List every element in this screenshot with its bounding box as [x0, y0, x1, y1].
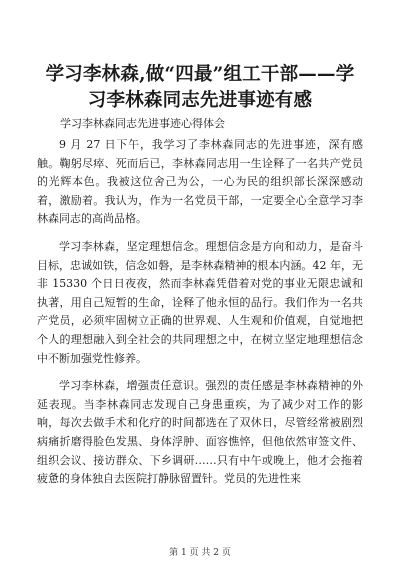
- paragraph-2: 学习李林森，坚定理想信念。理想信念是方向和动力，是奋斗目标，忠诚如铁，信念如磐，是李林森精神的根本内涵。42 年，无非 15330 个日日夜夜，然而李林森凭借着对党的事业无限忠诚和执著，用自己短暂的生命，诠释了他永恒的品行。我们作为一名共产党员，必须牢固树立正确的世界观、人生观和价值观，自觉地把个人的理想融入到全社会的共同理想之中，在树立坚定地理想信念中不断加强党性修养。: [37, 239, 363, 365]
- page-title: 学习李林森,做“四最”组工干部——学习李林森同志先进事迹有感: [45, 64, 355, 111]
- paragraph-1: 9 月 27 日下午，我学习了李林森同志的先进事迹，深有感触。鞠躬尽瘁、死而后已，李林森同志用一生诠释了一名共产党员的光辉本色。我被这位舍己为公，一心为民的组织部长深深感动着，激励着。我认为，作为一名党员干部，一定要全心全意学习李林森同志的高尚品格。: [37, 138, 363, 226]
- paragraph-3: 学习李林森，增强责任意识。强烈的责任感是李林森精神的外延表现。当李林森同志发现自己身患重疾，为了减少对工作的影响，每次去做手术和化疗的时间都选在了双休日，尽管经常被剧烈病痛折磨得脸色发黑、身体浮肿、面容憔悴，但他依然审签文件、组织会议、接访群众、下乡调研……只有中午或晚上，他才会拖着疲惫的身体独自去医院打静脉留置针。党员的先进性来: [37, 379, 363, 486]
- document-body: [37, 136, 363, 498]
- document-subtitle: 学习李林森同志先进事迹心得体会: [60, 117, 225, 130]
- page-footer: 第 1 页 共 2 页: [169, 548, 231, 558]
